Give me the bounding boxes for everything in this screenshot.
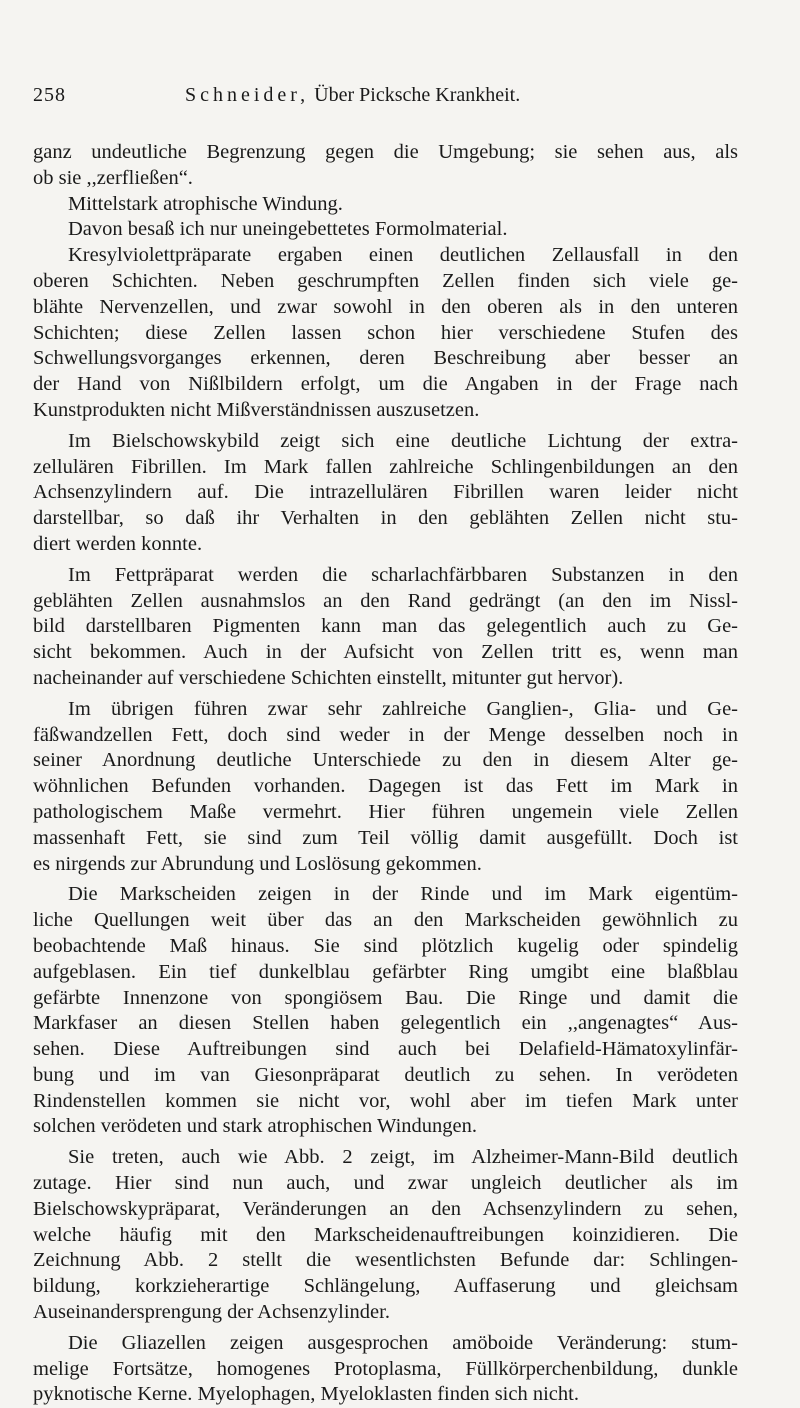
- text-line: aufgeblasen. Ein tief dunkelblau gefärbter Ring umgibt eine blaßblau: [33, 960, 738, 983]
- text-line: Kresylviolettpräparate ergaben einen deutlichen Zellausfall in den: [68, 244, 738, 267]
- text-line: geblähten Zellen ausnahmslos an den Rand gedrängt (an den im Nissl-: [33, 589, 738, 612]
- text-line: Zeichnung Abb. 2 stellt die wesentlichsten Befunde dar: Schlingen-: [33, 1249, 738, 1272]
- text-line: darstellbar, so daß ihr Verhalten in den geblähten Zellen nicht stu-: [33, 507, 738, 530]
- text-line: beobachtende Maß hinaus. Sie sind plötzlich kugelig oder spindelig: [33, 934, 738, 957]
- paragraph: [33, 192, 738, 218]
- text-line: Im übrigen führen zwar sehr zahlreiche Ganglien-, Glia- und Ge-: [68, 697, 738, 720]
- text-line: Bielschowskypräparat, Veränderungen an den Achsenzylindern zu sehen,: [33, 1197, 738, 1220]
- paragraph: [33, 1145, 738, 1326]
- text-line: Auseinandersprengung der Achsenzylinder.: [33, 1301, 390, 1324]
- text-line: fäßwandzellen Fett, doch sind weder in der Menge desselben noch in: [33, 723, 738, 746]
- text-line: bild darstellbaren Pigmenten kann man das gelegentlich auch zu Ge-: [33, 615, 738, 638]
- paragraph: [33, 882, 738, 1140]
- text-line: Sie treten, auch wie Abb. 2 zeigt, im Alzheimer-Mann-Bild deutlich: [68, 1146, 738, 1169]
- text-line: Kunstprodukten nicht Mißverständnissen auszusetzen.: [33, 398, 480, 421]
- text-line: der Hand von Nißlbildern erfolgt, um die Angaben in der Frage nach: [33, 373, 738, 396]
- text-line: Die Gliazellen zeigen ausgesprochen amöboide Veränderung: stum-: [68, 1331, 738, 1354]
- text-line: melige Fortsätze, homogenes Protoplasma, Füllkörperchenbildung, dunkle: [33, 1357, 738, 1380]
- paragraph: [33, 1331, 738, 1408]
- text-line: sehen. Diese Auftreibungen sind auch bei Delafield-Hämatoxylinfär-: [33, 1038, 738, 1061]
- text-line: es nirgends zur Abrundung und Loslösung gekommen.: [33, 852, 482, 875]
- text-line: Mittelstark atrophische Windung.: [68, 192, 343, 215]
- text-line: Davon besaß ich nur uneingebettetes Formolmaterial.: [68, 218, 508, 241]
- text-line: Achsenzylindern auf. Die intrazellulären Fibrillen waren leider nicht: [33, 481, 738, 504]
- text-line: welche häufig mit den Markscheidenauftreibungen koinzidieren. Die: [33, 1223, 738, 1246]
- text-line: Im Fettpräparat werden die scharlachfärbbaren Substanzen in den: [68, 563, 738, 586]
- text-line: Markfaser an diesen Stellen haben gelegentlich ein ,,angenagtes“ Aus-: [33, 1012, 738, 1035]
- paragraph: [33, 217, 738, 243]
- text-line: zellulären Fibrillen. Im Mark fallen zahlreiche Schlingenbildungen an den: [33, 455, 738, 478]
- text-line: oberen Schichten. Neben geschrumpften Zellen finden sich viele ge-: [33, 269, 738, 292]
- running-title: [185, 84, 520, 107]
- text-line: Im Bielschowskybild zeigt sich eine deutliche Lichtung der extra-: [68, 429, 738, 452]
- running-header: [33, 84, 753, 116]
- paragraph: [33, 140, 738, 192]
- text-line: blähte Nervenzellen, und zwar sowohl in den oberen als in den unteren: [33, 295, 738, 318]
- text-line: diert werden konnte.: [33, 532, 203, 555]
- text-line: nacheinander auf verschiedene Schichten einstellt, mitunter gut hervor).: [33, 666, 624, 689]
- page-number: 258: [33, 84, 66, 106]
- body-text: [33, 140, 738, 1408]
- text-line: solchen verödeten und stark atrophischen Windungen.: [33, 1115, 477, 1138]
- text-line: pyknotische Kerne. Myelophagen, Myeloklasten finden sich nicht.: [33, 1383, 579, 1406]
- text-line: bildung, korkzieherartige Schlängelung, Auffaserung und gleichsam: [33, 1275, 738, 1298]
- text-line: pathologischem Maße vermehrt. Hier führen ungemein viele Zellen: [33, 800, 738, 823]
- paragraph: [33, 697, 738, 878]
- text-line: wöhnlichen Befunden vorhanden. Dagegen ist das Fett im Mark in: [33, 775, 738, 798]
- text-line: Rindenstellen kommen sie nicht vor, wohl aber im tiefen Mark unter: [33, 1089, 738, 1112]
- text-line: Die Markscheiden zeigen in der Rinde und im Mark eigentüm-: [68, 883, 738, 906]
- text-line: ob sie ,,zerfließen“.: [33, 166, 193, 189]
- text-line: massenhaft Fett, sie sind zum Teil völlig damit ausgefüllt. Doch ist: [33, 826, 738, 849]
- text-line: gefärbte Innenzone von spongiösem Bau. Die Ringe und damit die: [33, 986, 738, 1009]
- article-title: Über Picksche Krankheit.: [314, 84, 521, 106]
- text-line: zutage. Hier sind nun auch, und zwar ungleich deutlicher als im: [33, 1172, 738, 1195]
- text-line: bung und im van Giesonpräparat deutlich zu sehen. In verödeten: [33, 1063, 738, 1086]
- author-name: Schneider,: [185, 84, 310, 106]
- text-line: seiner Anordnung deutliche Unterschiede zu den in diesem Alter ge-: [33, 749, 738, 772]
- text-line: Schwellungsvorganges erkennen, deren Beschreibung aber besser an: [33, 347, 738, 370]
- text-line: sicht bekommen. Auch in der Aufsicht von Zellen tritt es, wenn man: [33, 641, 738, 664]
- paragraph: [33, 429, 738, 558]
- text-line: ganz undeutliche Begrenzung gegen die Umgebung; sie sehen aus, als: [33, 141, 738, 163]
- paragraph: [33, 563, 738, 692]
- text-line: liche Quellungen weit über das an den Markscheiden gewöhnlich zu: [33, 909, 738, 932]
- paragraph: [33, 243, 738, 424]
- text-line: Schichten; diese Zellen lassen schon hier verschiedene Stufen des: [33, 321, 738, 344]
